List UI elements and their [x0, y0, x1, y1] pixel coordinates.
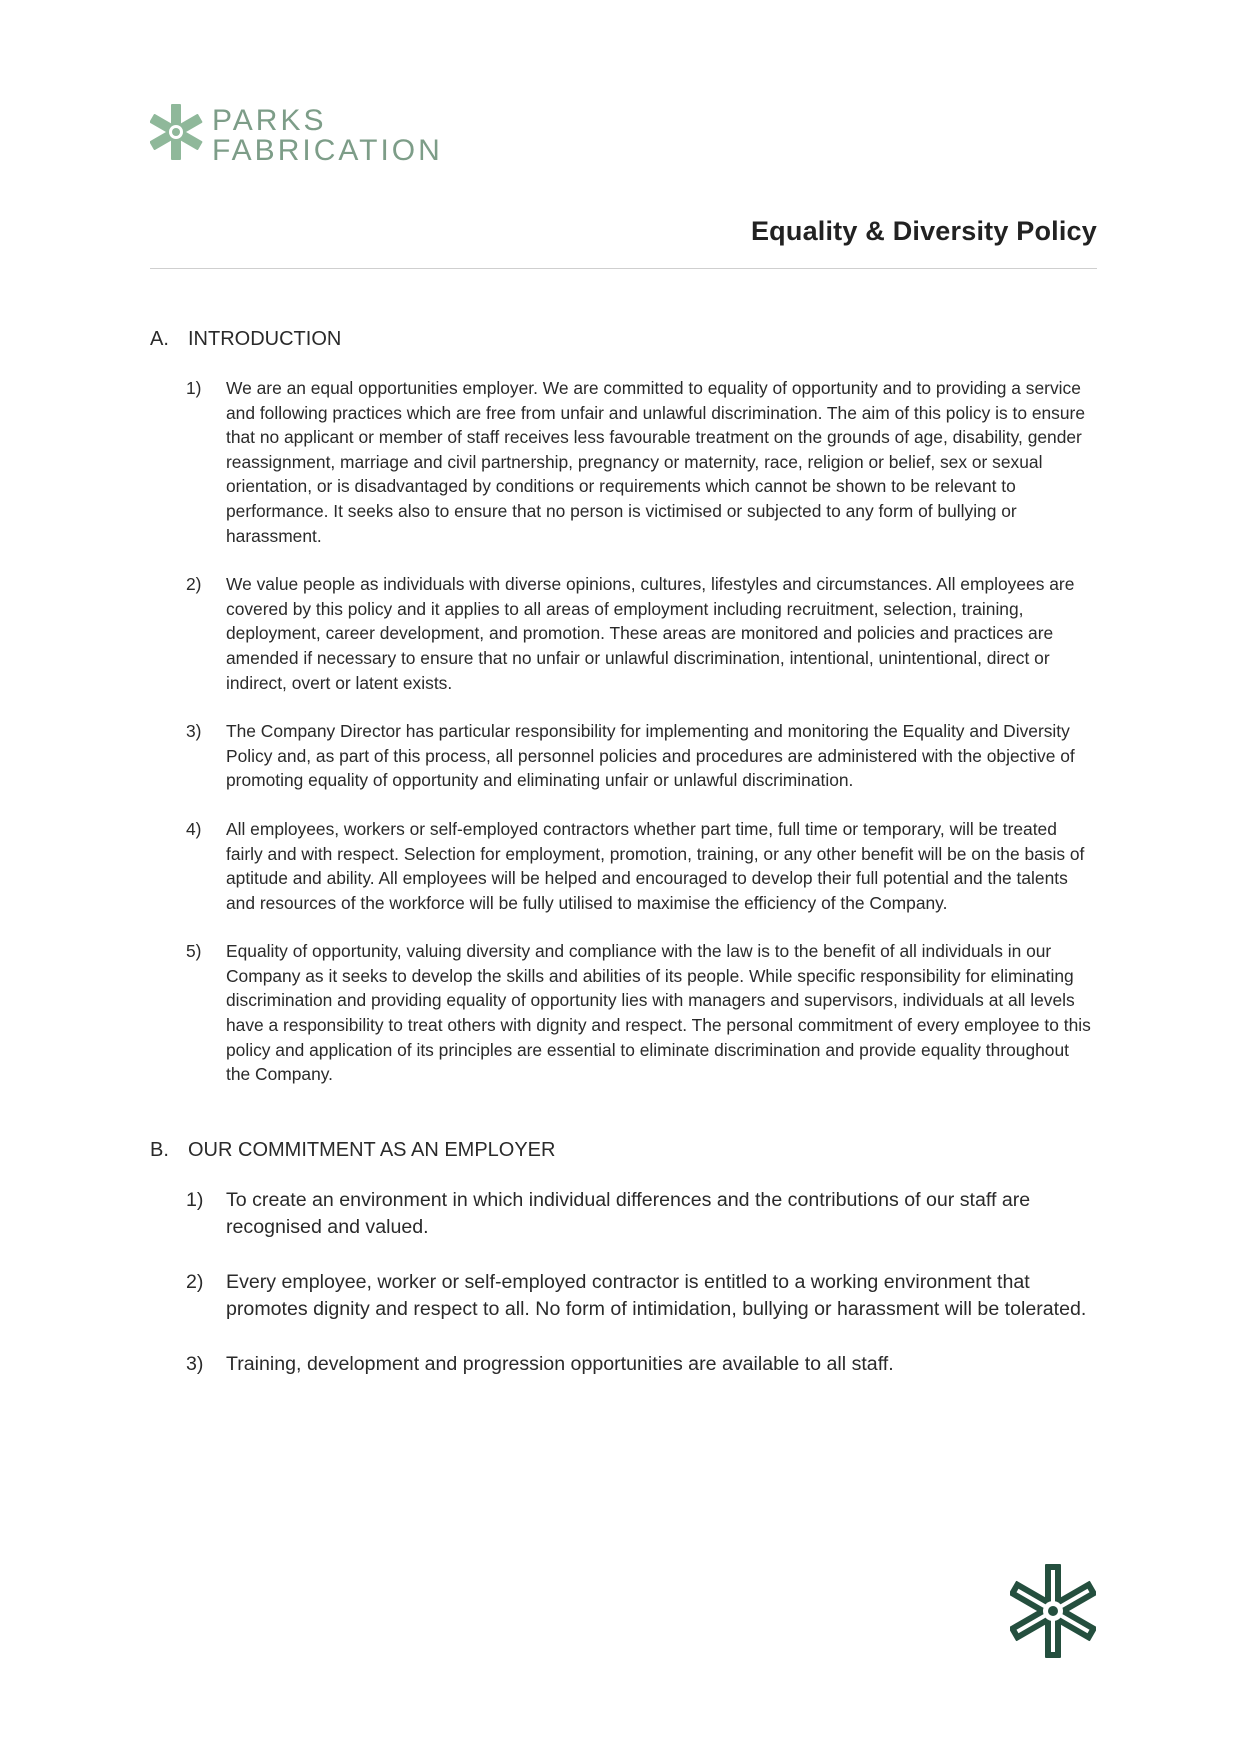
document-body [150, 324, 1097, 1405]
item-number: 2) [186, 1270, 204, 1293]
item-text: All employees, workers or self-employed contractors whether part time, full time or temporary, will be treated fairly and with respect. Selection for employment, promotion, training, or any other benefit will be on the basis of aptitude and ability. All employees will be helped and encouraged to develop their full potential and the talents and resources of the workforce will be fully utilised to maximise the efficiency of the Company. [226, 818, 1085, 913]
item-text: Every employee, worker or self-employed contractor is entitled to a working environment that promotes dignity and respect to all. No form of intimidation, bullying or harassment will be tolerated. [226, 1270, 1087, 1321]
brand-line-2: FABRICATION [212, 134, 443, 164]
brand-line-1: PARKS [212, 104, 327, 137]
section-introduction [150, 324, 1097, 1087]
list-item [186, 572, 1097, 695]
company-logo [150, 100, 542, 164]
list-item [186, 1187, 1097, 1242]
item-text: We value people as individuals with diverse opinions, cultures, lifestyles and circumstances. All employees are covered by this policy and it applies to all areas of employment including recruitment, selection, training, deployment, career development, and promotion. These areas are monitored and policies and practices are amended if necessary to ensure that no unfair or unlawful discrimination, intentional, unintentional, direct or indirect, overt or latent exists. [226, 574, 1075, 693]
section-title: OUR COMMITMENT AS AN EMPLOYER [188, 1138, 556, 1161]
item-text: Training, development and progression opportunities are available to all staff. [226, 1352, 894, 1375]
item-number: 3) [186, 721, 202, 742]
page-title: Equality & Diversity Policy [750, 216, 1097, 246]
header-divider [150, 268, 1097, 269]
list-item [186, 939, 1097, 1087]
footer-snowflake-icon [1010, 1562, 1096, 1660]
item-text: To create an environment in which individual differences and the contributions of our staff are recognised and valued. [226, 1188, 1031, 1239]
item-text: The Company Director has particular responsibility for implementing and monitoring the Equality and Diversity Policy and, as part of this process, all personnel policies and procedures are administered with the objective of promoting equality of opportunity and eliminating unfair or unlawful discrimination. [226, 721, 1075, 791]
section-letter: A. [150, 328, 169, 350]
list-item [186, 1269, 1097, 1324]
item-text: We are an equal opportunities employer. We are committed to equality of opportunity and to providing a service and following practices which are free from unfair and unlawful discrimination. The aim of this policy is to ensure that no applicant or member of staff receives less favourable treatment on the grounds of age, disability, gender reassignment, marriage and civil partnership, pregnancy or maternity, race, religion or belief, sex or sexual orientation, or is disadvantaged by conditions or requirements which cannot be shown to be relevant to performance. It seeks also to ensure that no person is victimised or subjected to any form of bullying or harassment. [226, 378, 1085, 546]
item-number: 1) [186, 378, 202, 398]
list-item [186, 1351, 1097, 1379]
list-item [186, 376, 1097, 548]
item-text: Equality of opportunity, valuing diversity and compliance with the law is to the benefit of all individuals in our Company as it seeks to develop the skills and abilities of its people. While specific responsibility for eliminating discrimination and providing equality of opportunity lies with managers and supervisors, individuals at all levels have a responsibility to treat others with dignity and respect. The personal commitment of every employee to this policy and application of its principles are essential to eliminate discrimination and provide equality throughout the Company. [226, 941, 1091, 1085]
section-title: INTRODUCTION [188, 328, 342, 350]
section-heading [150, 324, 1097, 354]
item-number: 3) [186, 1352, 204, 1375]
section-letter: B. [150, 1138, 169, 1161]
item-number: 5) [186, 941, 202, 962]
item-number: 1) [186, 1188, 204, 1211]
snowflake-logo-icon [150, 104, 203, 160]
list-item [186, 719, 1097, 793]
section-heading [150, 1135, 1097, 1165]
section-commitment [150, 1135, 1097, 1379]
numbered-list [150, 1187, 1097, 1379]
item-number: 4) [186, 818, 202, 839]
numbered-list [150, 376, 1097, 1087]
item-number: 2) [186, 574, 202, 595]
list-item [186, 817, 1097, 915]
